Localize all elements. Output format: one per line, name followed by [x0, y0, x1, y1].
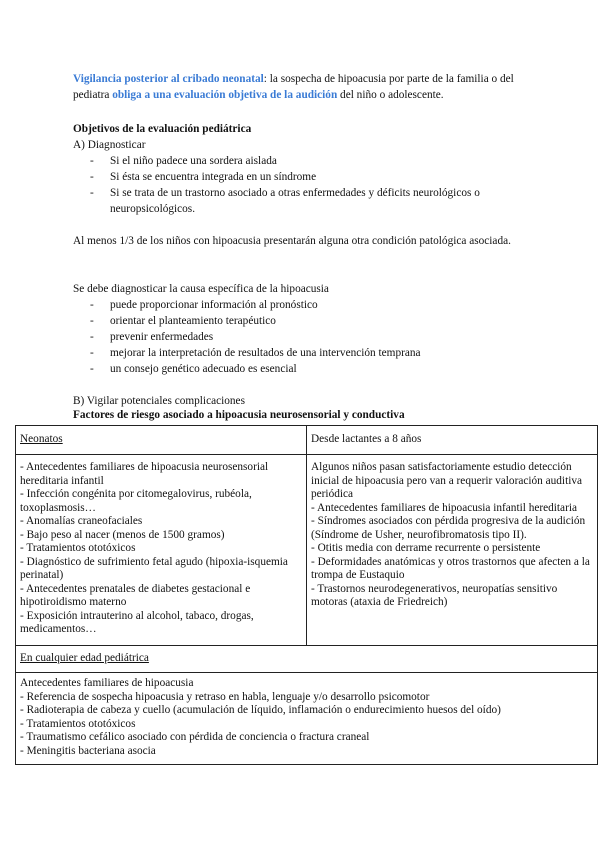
list-item: Antecedentes familiares de hipoacusia — [20, 677, 194, 689]
list-item: - Trastornos neurodegenerativos, neuropatías sensitivo motoras (ataxia de Friedreich) — [311, 582, 558, 608]
list-item: - orientar el planteamiento terapéutico — [90, 313, 530, 329]
any-age-header: En cualquier edad pediátrica — [20, 652, 149, 665]
neonates-header: Neonatos — [20, 433, 63, 446]
list-item: - Referencia de sospecha hipoacusia y retraso en habla, lenguaje y/o desarrollo psicomotor — [20, 690, 430, 703]
list-item: - Deformidades anatómicas y otros trastornos que afecten a la trompa de Eustaquio — [311, 555, 590, 581]
list-item: - Anomalías craneofaciales — [20, 515, 143, 527]
list-item: - puede proporcionar información al pronóstico — [90, 297, 530, 313]
section-b-label: B) Vigilar potenciales complicaciones — [73, 395, 245, 407]
infants-cell — [307, 455, 598, 646]
neonates-cell — [16, 455, 307, 646]
list-item: - Tratamientos ototóxicos — [20, 542, 136, 554]
table-row — [16, 673, 598, 765]
list-item: - Antecedentes familiares de hipoacusia neurosensorial hereditaria infantil — [20, 461, 269, 487]
cause-intro: Se debe diagnosticar la causa específica de la hipoacusia — [73, 283, 329, 295]
list-item: - Bajo peso al nacer (menos de 1500 gramos) — [20, 528, 225, 541]
list-item: - Infección congénita por citomegalovirus, rubéola, toxoplasmosis… — [20, 488, 252, 514]
list-item: - Si el niño padece una sordera aislada — [90, 153, 520, 169]
list-item: - Si se trata de un trastorno asociado a otras enfermedades y déficits neurológicos o neuropsicológicos. — [90, 185, 520, 217]
list-item: - Meningitis bacteriana asocia — [20, 744, 156, 757]
infants-header: Desde lactantes a 8 años — [311, 433, 422, 446]
table-row — [16, 646, 598, 673]
list-item: - mejorar la interpretación de resultados de una intervención temprana — [90, 345, 530, 361]
intro-text-2: del niño o adolescente. — [337, 89, 444, 101]
list-item: Algunos niños pasan satisfactoriamente estudio detección inicial de hipoacusia pero van a requerir valoración auditiva periódica — [311, 461, 583, 500]
any-age-header-cell — [16, 646, 598, 673]
list-item: - prevenir enfermedades — [90, 329, 530, 345]
list-item: - Exposición intrauterino al alcohol, tabaco, drogas, medicamentos… — [20, 609, 254, 635]
intro-paragraph — [73, 71, 533, 103]
table-row — [16, 455, 598, 646]
list-item: - Diagnóstico de sufrimiento fetal agudo (hipoxia-isquemia perinatal) — [20, 555, 288, 581]
table-row — [16, 426, 598, 455]
intro-highlight-1: Vigilancia posterior al cribado neonatal — [73, 73, 264, 85]
any-age-cell — [16, 673, 598, 765]
objectives-heading: Objetivos de la evaluación pediátrica — [73, 123, 252, 135]
list-item: - un consejo genético adecuado es esencial — [90, 361, 530, 377]
list-item: - Antecedentes prenatales de diabetes gestacional e hipotiroidismo materno — [20, 582, 251, 608]
cause-list — [90, 297, 530, 377]
table-header-cell — [307, 426, 598, 455]
section-a-label: A) Diagnosticar — [73, 139, 146, 151]
list-item: - Otitis media con derrame recurrente o persistente — [311, 542, 541, 554]
list-item: - Si ésta se encuentra integrada en un síndrome — [90, 169, 520, 185]
list-item: - Traumatismo cefálico asociado con pérdida de conciencia o fractura craneal — [20, 731, 370, 743]
diagnose-list — [90, 153, 520, 217]
risk-factors-heading: Factores de riesgo asociado a hipoacusia neurosensorial y conductiva — [73, 409, 405, 421]
intro-text-1: : la sospecha de hipoacusia por parte de la familia o del pediatra — [73, 73, 514, 101]
list-item: - Síndromes asociados con pérdida progresiva de la audición (Síndrome de Usher, neurofibromatosis tipo II). — [311, 515, 586, 541]
intro-highlight-2: obliga a una evaluación objetiva de la audición — [112, 89, 338, 101]
comorbidity-paragraph: Al menos 1/3 de los niños con hipoacusia presentarán alguna otra condición patológica asociada. — [73, 235, 511, 247]
table-header-cell — [16, 426, 307, 455]
list-item: - Antecedentes familiares de hipoacusia infantil hereditaria — [311, 501, 577, 514]
risk-factors-table — [15, 425, 598, 765]
list-item: - Tratamientos ototóxicos — [20, 717, 136, 730]
list-item: - Radioterapia de cabeza y cuello (acumulación de líquido, inflamación o endurecimiento huesos del oído) — [20, 704, 501, 716]
